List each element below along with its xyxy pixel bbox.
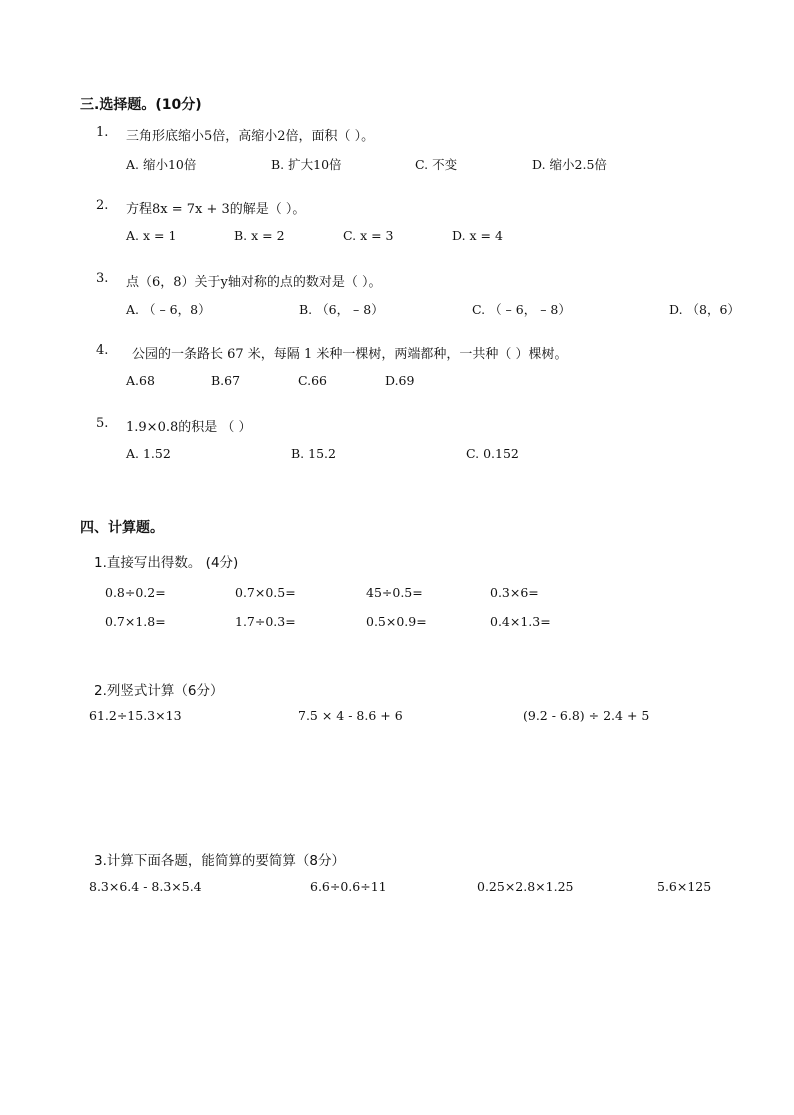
question-2-option-b: B. x = 2 — [234, 228, 285, 243]
question-4-text: 公园的一条路长 67 米，每隔 1 米种一棵树，两端都种，一共种（ ）棵树。 — [132, 347, 568, 362]
simplify-calc-2: 6.6÷0.6÷11 — [310, 879, 387, 894]
oral-calc-6: 1.7÷0.3= — [235, 614, 296, 629]
oral-calc-2: 0.7×0.5= — [235, 585, 296, 600]
question-2-option-d: D. x = 4 — [452, 228, 503, 243]
question-1-number: 1. — [96, 125, 109, 140]
simplify-calc-3: 0.25×2.8×1.25 — [477, 879, 574, 894]
question-1-option-c: C. 不变 — [415, 157, 458, 172]
question-2-option-c: C. x = 3 — [343, 228, 394, 243]
question-3-option-c: C. （ – 6， – 8） — [472, 302, 571, 317]
simplify-calc-4: 5.6×125 — [657, 879, 712, 894]
question-1-option-a: A. 缩小10倍 — [126, 157, 197, 172]
question-4-option-d: D.69 — [385, 373, 415, 388]
question-4-option-a: A.68 — [126, 373, 155, 388]
vertical-calc-3: (9.2 - 6.8) ÷ 2.4 + 5 — [523, 708, 650, 723]
oral-calc-7: 0.5×0.9= — [366, 614, 427, 629]
question-5-option-c: C. 0.152 — [466, 446, 519, 461]
question-4-number: 4. — [96, 343, 109, 358]
question-1-option-d: D. 缩小2.5倍 — [532, 157, 607, 172]
part-1-title: 1.直接写出得数。 (4分) — [94, 555, 239, 571]
part-2-title: 2.列竖式计算（6分） — [94, 683, 224, 699]
question-5-text: 1.9×0.8的积是 （ ） — [126, 420, 252, 435]
question-4-option-b: B.67 — [211, 373, 241, 388]
oral-calc-5: 0.7×1.8= — [105, 614, 166, 629]
question-1-text: 三角形底缩小5倍，高缩小2倍，面积（ ）。 — [126, 129, 375, 144]
section-4-heading: 四、计算题。 — [80, 520, 164, 536]
simplify-calc-1: 8.3×6.4 - 8.3×5.4 — [89, 879, 202, 894]
question-4-option-c: C.66 — [298, 373, 327, 388]
question-1-option-b: B. 扩大10倍 — [271, 157, 342, 172]
question-3-option-b: B. （6， – 8） — [299, 302, 384, 317]
question-3-option-d: D. （8，6） — [669, 302, 740, 317]
question-3-number: 3. — [96, 271, 109, 286]
question-5-number: 5. — [96, 416, 109, 431]
oral-calc-1: 0.8÷0.2= — [105, 585, 166, 600]
question-2-text: 方程8x = 7x + 3的解是（ ）。 — [126, 202, 306, 217]
question-3-text: 点（6，8）关于y轴对称的点的数对是（ ）。 — [126, 275, 382, 290]
vertical-calc-2: 7.5 × 4 - 8.6 + 6 — [298, 708, 403, 723]
section-3-heading: 三.选择题。(10分) — [80, 97, 202, 113]
question-3-option-a: A. （ – 6，8） — [126, 302, 211, 317]
vertical-calc-1: 61.2÷15.3×13 — [89, 708, 182, 723]
oral-calc-4: 0.3×6= — [490, 585, 539, 600]
question-2-option-a: A. x = 1 — [126, 228, 177, 243]
question-5-option-b: B. 15.2 — [291, 446, 336, 461]
oral-calc-8: 0.4×1.3= — [490, 614, 551, 629]
question-2-number: 2. — [96, 198, 109, 213]
part-3-title: 3.计算下面各题，能简算的要简算（8分） — [94, 853, 345, 869]
question-5-option-a: A. 1.52 — [126, 446, 171, 461]
oral-calc-3: 45÷0.5= — [366, 585, 423, 600]
